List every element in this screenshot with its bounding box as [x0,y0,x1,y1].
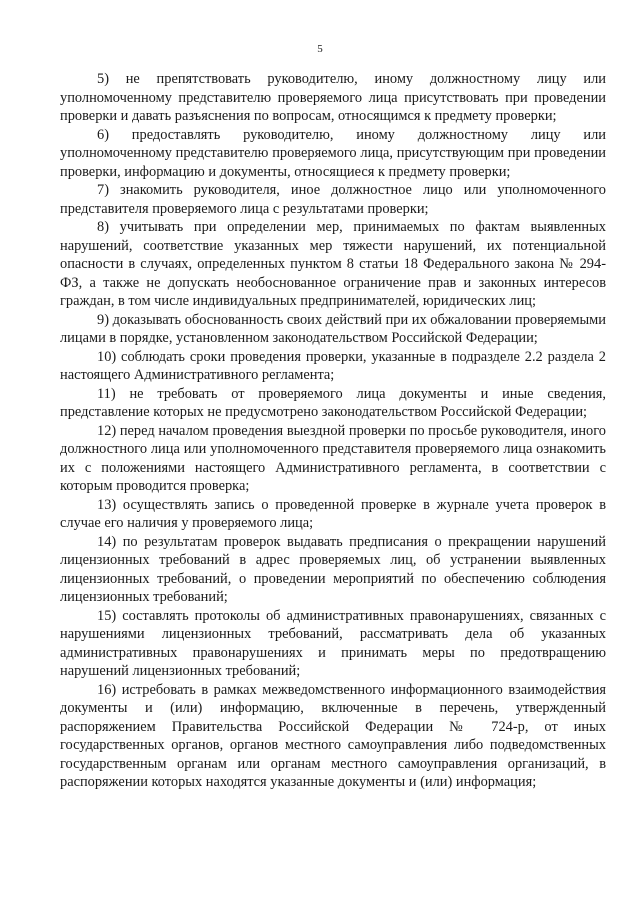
list-item-5: 5) не препятствовать руководителю, иному должностному лицу или уполномоченному представителю проверяемого лица присутствовать при проведении проверки и давать разъяснения по вопросам, относящимся к предмету проверки; [60,71,606,124]
list-item-13: 13) осуществлять запись о проведенной проверке в журнале учета проверок в случае его наличия у проверяемого лица; [60,496,606,531]
list-item-9: 9) доказывать обоснованность своих действий при их обжаловании проверяемыми лицами в порядке, установленном законодательством Российской Федерации; [60,311,606,346]
list-item-7: 7) знакомить руководителя, иное должностное лицо или уполномоченного представителя проверяемого лица с результатами проверки; [60,182,606,217]
list-item-12: 12) перед началом проведения выездной проверки по просьбе руководителя, иного должностного лица или уполномоченного представителя проверяемого лица ознакомить их с положениями настоящего Административного регламента, в соответствии с которым проводится проверка; [60,422,606,494]
list-item-16: 16) истребовать в рамках межведомственного информационного взаимодействия документы и (или) информацию, включенные в перечень, утвержденный распоряжением Правительства Российской Федерации № 724-р, от иных государственных органов, органов местного самоуправления либо подведомственных государственным органам или органам местного самоуправления организаций, в распоряжении которых находятся указанные документы и (или) информация; [60,681,606,790]
list-item-11: 11) не требовать от проверяемого лица документы и иные сведения, представление которых не предусмотрено законодательством Российской Федерации; [60,385,606,420]
list-item-10: 10) соблюдать сроки проведения проверки, указанные в подразделе 2.2 раздела 2 настоящего Административного регламента; [60,348,606,383]
document-body [60,70,606,792]
list-item-15: 15) составлять протоколы об административных правонарушениях, связанных с нарушениями лицензионных требований, рассматривать дела об указанных административных правонарушениях и принимать меры по предотвращению нарушений лицензионных требований; [60,607,606,679]
list-item-14: 14) по результатам проверок выдавать предписания о прекращении нарушений лицензионных требований в адрес проверяемых лиц, об устранении выявленных лицензионных требований, о проведении мероприятий по обеспечению соблюдения лицензионных требований; [60,533,606,605]
list-item-8: 8) учитывать при определении мер, принимаемых по фактам выявленных нарушений, соответствие указанных мер тяжести нарушений, их потенциальной опасности в случаях, определенных пунктом 8 статьи 18 Федерального закона № 294-ФЗ, а также не допускать необоснованное ограничение прав и законных интересов граждан, в том числе индивидуальных предпринимателей, юридических лиц; [60,219,606,309]
page-number: 5 [317,43,323,55]
list-item-6: 6) предоставлять руководителю, иному должностному лицу или уполномоченному представителю проверяемого лица, присутствующим при проведении проверки, информацию и документы, относящиеся к предмету проверки; [60,126,606,180]
